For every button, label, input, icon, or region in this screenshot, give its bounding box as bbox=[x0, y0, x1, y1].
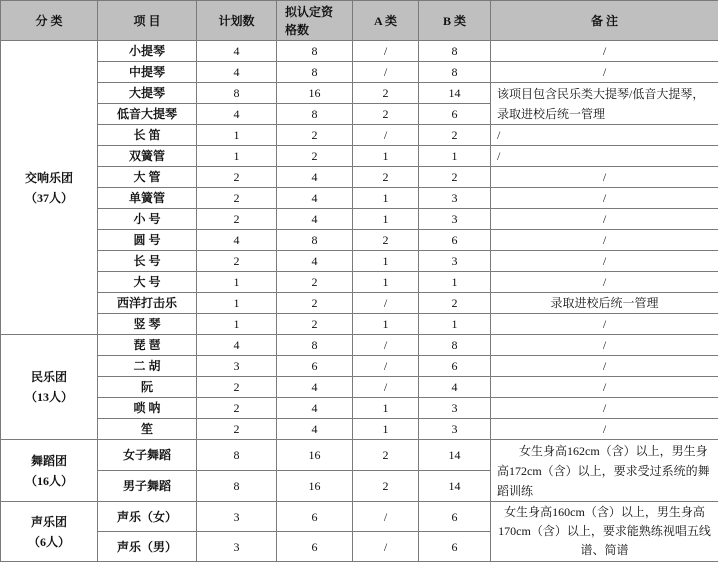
item-cell: 长 号 bbox=[98, 251, 197, 272]
class-a-cell: / bbox=[353, 532, 419, 562]
item-cell: 大提琴 bbox=[98, 83, 197, 104]
class-a-cell: 1 bbox=[353, 419, 419, 440]
item-cell: 小提琴 bbox=[98, 41, 197, 62]
note-cell-cello bbox=[491, 83, 718, 125]
class-b-cell: 3 bbox=[419, 398, 491, 419]
table-row bbox=[1, 335, 718, 356]
note-cell: / bbox=[491, 167, 718, 188]
class-b-cell: 2 bbox=[419, 125, 491, 146]
header-row bbox=[1, 1, 718, 41]
note-cell: 录取进校后统一管理 bbox=[491, 293, 718, 314]
class-b-cell: 2 bbox=[419, 293, 491, 314]
note-cell: / bbox=[491, 125, 718, 146]
class-b-cell: 6 bbox=[419, 502, 491, 532]
table-row bbox=[1, 440, 718, 471]
table-row bbox=[1, 188, 718, 209]
group-count: （13人） bbox=[24, 390, 73, 404]
table-row bbox=[1, 167, 718, 188]
note-cell: / bbox=[491, 356, 718, 377]
planned-cell: 3 bbox=[197, 502, 277, 532]
qualified-cell: 2 bbox=[277, 125, 353, 146]
class-a-cell: 2 bbox=[353, 83, 419, 104]
planned-cell: 3 bbox=[197, 356, 277, 377]
class-a-cell: / bbox=[353, 293, 419, 314]
class-a-cell: 1 bbox=[353, 272, 419, 293]
qualified-cell: 4 bbox=[277, 377, 353, 398]
class-a-cell: 1 bbox=[353, 251, 419, 272]
header-qualified bbox=[277, 1, 353, 41]
class-b-cell: 6 bbox=[419, 532, 491, 562]
class-b-cell: 14 bbox=[419, 440, 491, 471]
note-cell: / bbox=[491, 272, 718, 293]
class-a-cell: / bbox=[353, 125, 419, 146]
group-cell-folk bbox=[1, 335, 98, 440]
qualified-cell: 8 bbox=[277, 104, 353, 125]
qualified-cell: 4 bbox=[277, 167, 353, 188]
table-row bbox=[1, 83, 718, 104]
qualified-cell: 8 bbox=[277, 335, 353, 356]
group-count: （6人） bbox=[27, 534, 70, 549]
table-row bbox=[1, 62, 718, 83]
class-a-cell: 2 bbox=[353, 471, 419, 502]
table-row bbox=[1, 356, 718, 377]
header-class-b: B 类 bbox=[419, 1, 491, 41]
qualified-cell: 4 bbox=[277, 419, 353, 440]
qualified-cell: 2 bbox=[277, 272, 353, 293]
note-cell: / bbox=[491, 251, 718, 272]
note-cell: / bbox=[491, 398, 718, 419]
class-a-cell: 1 bbox=[353, 209, 419, 230]
class-b-cell: 1 bbox=[419, 314, 491, 335]
qualified-cell: 8 bbox=[277, 230, 353, 251]
group-name: 交响乐团 bbox=[24, 170, 73, 185]
planned-cell: 3 bbox=[197, 532, 277, 562]
class-a-cell: 1 bbox=[353, 146, 419, 167]
planned-cell: 1 bbox=[197, 314, 277, 335]
note-cell-dance bbox=[491, 440, 718, 502]
table-row bbox=[1, 251, 718, 272]
class-a-cell: 1 bbox=[353, 398, 419, 419]
class-b-cell: 2 bbox=[419, 167, 491, 188]
table-row bbox=[1, 146, 718, 167]
class-a-cell: / bbox=[353, 62, 419, 83]
note-line: 女生身高160cm（含）以上，男生身高 bbox=[504, 505, 705, 519]
item-cell: 西洋打击乐 bbox=[98, 293, 197, 314]
class-b-cell: 8 bbox=[419, 41, 491, 62]
class-b-cell: 3 bbox=[419, 251, 491, 272]
class-b-cell: 6 bbox=[419, 104, 491, 125]
qualified-cell: 16 bbox=[277, 440, 353, 471]
note-cell: / bbox=[491, 209, 718, 230]
planned-cell: 8 bbox=[197, 83, 277, 104]
note-line: 女生身高162cm（含）以上，男生身 bbox=[519, 443, 708, 458]
qualified-cell: 2 bbox=[277, 293, 353, 314]
class-a-cell: / bbox=[353, 356, 419, 377]
class-a-cell: / bbox=[353, 335, 419, 356]
planned-cell: 2 bbox=[197, 167, 277, 188]
class-b-cell: 14 bbox=[419, 471, 491, 502]
qualified-cell: 4 bbox=[277, 188, 353, 209]
planned-cell: 2 bbox=[197, 398, 277, 419]
class-b-cell: 1 bbox=[419, 272, 491, 293]
table-row bbox=[1, 230, 718, 251]
planned-cell: 4 bbox=[197, 104, 277, 125]
item-cell: 唢 呐 bbox=[98, 398, 197, 419]
group-name: 民乐团 bbox=[30, 370, 67, 384]
header-class-a: A 类 bbox=[353, 1, 419, 41]
planned-cell: 2 bbox=[197, 377, 277, 398]
class-a-cell: 1 bbox=[353, 314, 419, 335]
group-cell-vocal bbox=[1, 502, 98, 562]
planned-cell: 8 bbox=[197, 471, 277, 502]
note-line: 谱、简谱 bbox=[580, 543, 629, 557]
table-row bbox=[1, 419, 718, 440]
class-a-cell: / bbox=[353, 41, 419, 62]
item-cell: 单簧管 bbox=[98, 188, 197, 209]
class-b-cell: 3 bbox=[419, 419, 491, 440]
item-cell: 竖 琴 bbox=[98, 314, 197, 335]
planned-cell: 2 bbox=[197, 209, 277, 230]
note-cell: / bbox=[491, 314, 718, 335]
group-count: （37人） bbox=[24, 190, 73, 205]
planned-cell: 2 bbox=[197, 419, 277, 440]
planned-cell: 4 bbox=[197, 335, 277, 356]
planned-cell: 1 bbox=[197, 272, 277, 293]
table-row bbox=[1, 272, 718, 293]
note-cell: / bbox=[491, 230, 718, 251]
note-line: 录取进校后统一管理 bbox=[497, 106, 606, 121]
qualified-cell: 6 bbox=[277, 502, 353, 532]
item-cell: 琵 琶 bbox=[98, 335, 197, 356]
planned-cell: 4 bbox=[197, 230, 277, 251]
table-row bbox=[1, 125, 718, 146]
class-b-cell: 1 bbox=[419, 146, 491, 167]
class-b-cell: 3 bbox=[419, 209, 491, 230]
class-b-cell: 6 bbox=[419, 356, 491, 377]
item-cell: 声乐（男） bbox=[98, 532, 197, 562]
note-cell: / bbox=[491, 146, 718, 167]
class-a-cell: 1 bbox=[353, 188, 419, 209]
group-cell-dance bbox=[1, 440, 98, 502]
note-line: 170cm（含）以上，要求能熟练视唱五线 bbox=[498, 524, 711, 538]
item-cell: 大 号 bbox=[98, 272, 197, 293]
item-cell: 圆 号 bbox=[98, 230, 197, 251]
group-cell-orchestra bbox=[1, 41, 98, 335]
table-row bbox=[1, 398, 718, 419]
group-count: （16人） bbox=[24, 473, 73, 488]
item-cell: 小 号 bbox=[98, 209, 197, 230]
item-cell: 声乐（女） bbox=[98, 502, 197, 532]
planned-cell: 1 bbox=[197, 125, 277, 146]
qualified-cell: 6 bbox=[277, 356, 353, 377]
qualified-cell: 4 bbox=[277, 398, 353, 419]
class-b-cell: 4 bbox=[419, 377, 491, 398]
item-cell: 双簧管 bbox=[98, 146, 197, 167]
qualified-cell: 16 bbox=[277, 471, 353, 502]
qualified-cell: 8 bbox=[277, 62, 353, 83]
item-cell: 中提琴 bbox=[98, 62, 197, 83]
planned-cell: 4 bbox=[197, 62, 277, 83]
item-cell: 笙 bbox=[98, 419, 197, 440]
header-item: 项 目 bbox=[98, 1, 197, 41]
planned-cell: 2 bbox=[197, 251, 277, 272]
note-cell: / bbox=[491, 377, 718, 398]
note-line: 该项目包含民乐类大提琴/低音大提琴， bbox=[497, 86, 705, 101]
qualified-cell: 6 bbox=[277, 532, 353, 562]
note-line: 蹈训练 bbox=[497, 483, 534, 498]
header-notes: 备 注 bbox=[491, 1, 718, 41]
header-category: 分 类 bbox=[1, 1, 98, 41]
item-cell: 男子舞蹈 bbox=[98, 471, 197, 502]
class-b-cell: 8 bbox=[419, 335, 491, 356]
planned-cell: 8 bbox=[197, 440, 277, 471]
table-row bbox=[1, 209, 718, 230]
class-b-cell: 8 bbox=[419, 62, 491, 83]
header-qualified-line2: 格数 bbox=[285, 22, 310, 37]
table-row bbox=[1, 293, 718, 314]
class-b-cell: 6 bbox=[419, 230, 491, 251]
table-row bbox=[1, 377, 718, 398]
table-row bbox=[1, 314, 718, 335]
note-cell: / bbox=[491, 335, 718, 356]
table-row bbox=[1, 502, 718, 532]
group-name: 声乐团 bbox=[30, 514, 67, 529]
planned-cell: 1 bbox=[197, 293, 277, 314]
note-cell-vocal bbox=[491, 502, 718, 562]
class-a-cell: / bbox=[353, 502, 419, 532]
item-cell: 二 胡 bbox=[98, 356, 197, 377]
item-cell: 女子舞蹈 bbox=[98, 440, 197, 471]
table-row bbox=[1, 41, 718, 62]
item-cell: 长 笛 bbox=[98, 125, 197, 146]
class-a-cell: 2 bbox=[353, 230, 419, 251]
note-cell: / bbox=[491, 419, 718, 440]
class-a-cell: 2 bbox=[353, 104, 419, 125]
class-b-cell: 3 bbox=[419, 188, 491, 209]
class-a-cell: 2 bbox=[353, 440, 419, 471]
planned-cell: 1 bbox=[197, 146, 277, 167]
item-cell: 低音大提琴 bbox=[98, 104, 197, 125]
class-a-cell: 2 bbox=[353, 167, 419, 188]
note-cell: / bbox=[491, 62, 718, 83]
item-cell: 大 管 bbox=[98, 167, 197, 188]
class-a-cell: / bbox=[353, 377, 419, 398]
header-planned: 计划数 bbox=[197, 1, 277, 41]
planned-cell: 4 bbox=[197, 41, 277, 62]
class-b-cell: 14 bbox=[419, 83, 491, 104]
group-name: 舞蹈团 bbox=[30, 453, 67, 468]
item-cell: 阮 bbox=[98, 377, 197, 398]
qualified-cell: 8 bbox=[277, 41, 353, 62]
qualified-cell: 4 bbox=[277, 251, 353, 272]
qualified-cell: 4 bbox=[277, 209, 353, 230]
note-line: 高172cm（含）以上，要求受过系统的舞 bbox=[497, 463, 710, 478]
header-qualified-line1: 拟认定资 bbox=[285, 4, 334, 19]
qualified-cell: 2 bbox=[277, 314, 353, 335]
note-cell: / bbox=[491, 188, 718, 209]
planned-cell: 2 bbox=[197, 188, 277, 209]
qualified-cell: 16 bbox=[277, 83, 353, 104]
note-cell: / bbox=[491, 41, 718, 62]
qualified-cell: 2 bbox=[277, 146, 353, 167]
